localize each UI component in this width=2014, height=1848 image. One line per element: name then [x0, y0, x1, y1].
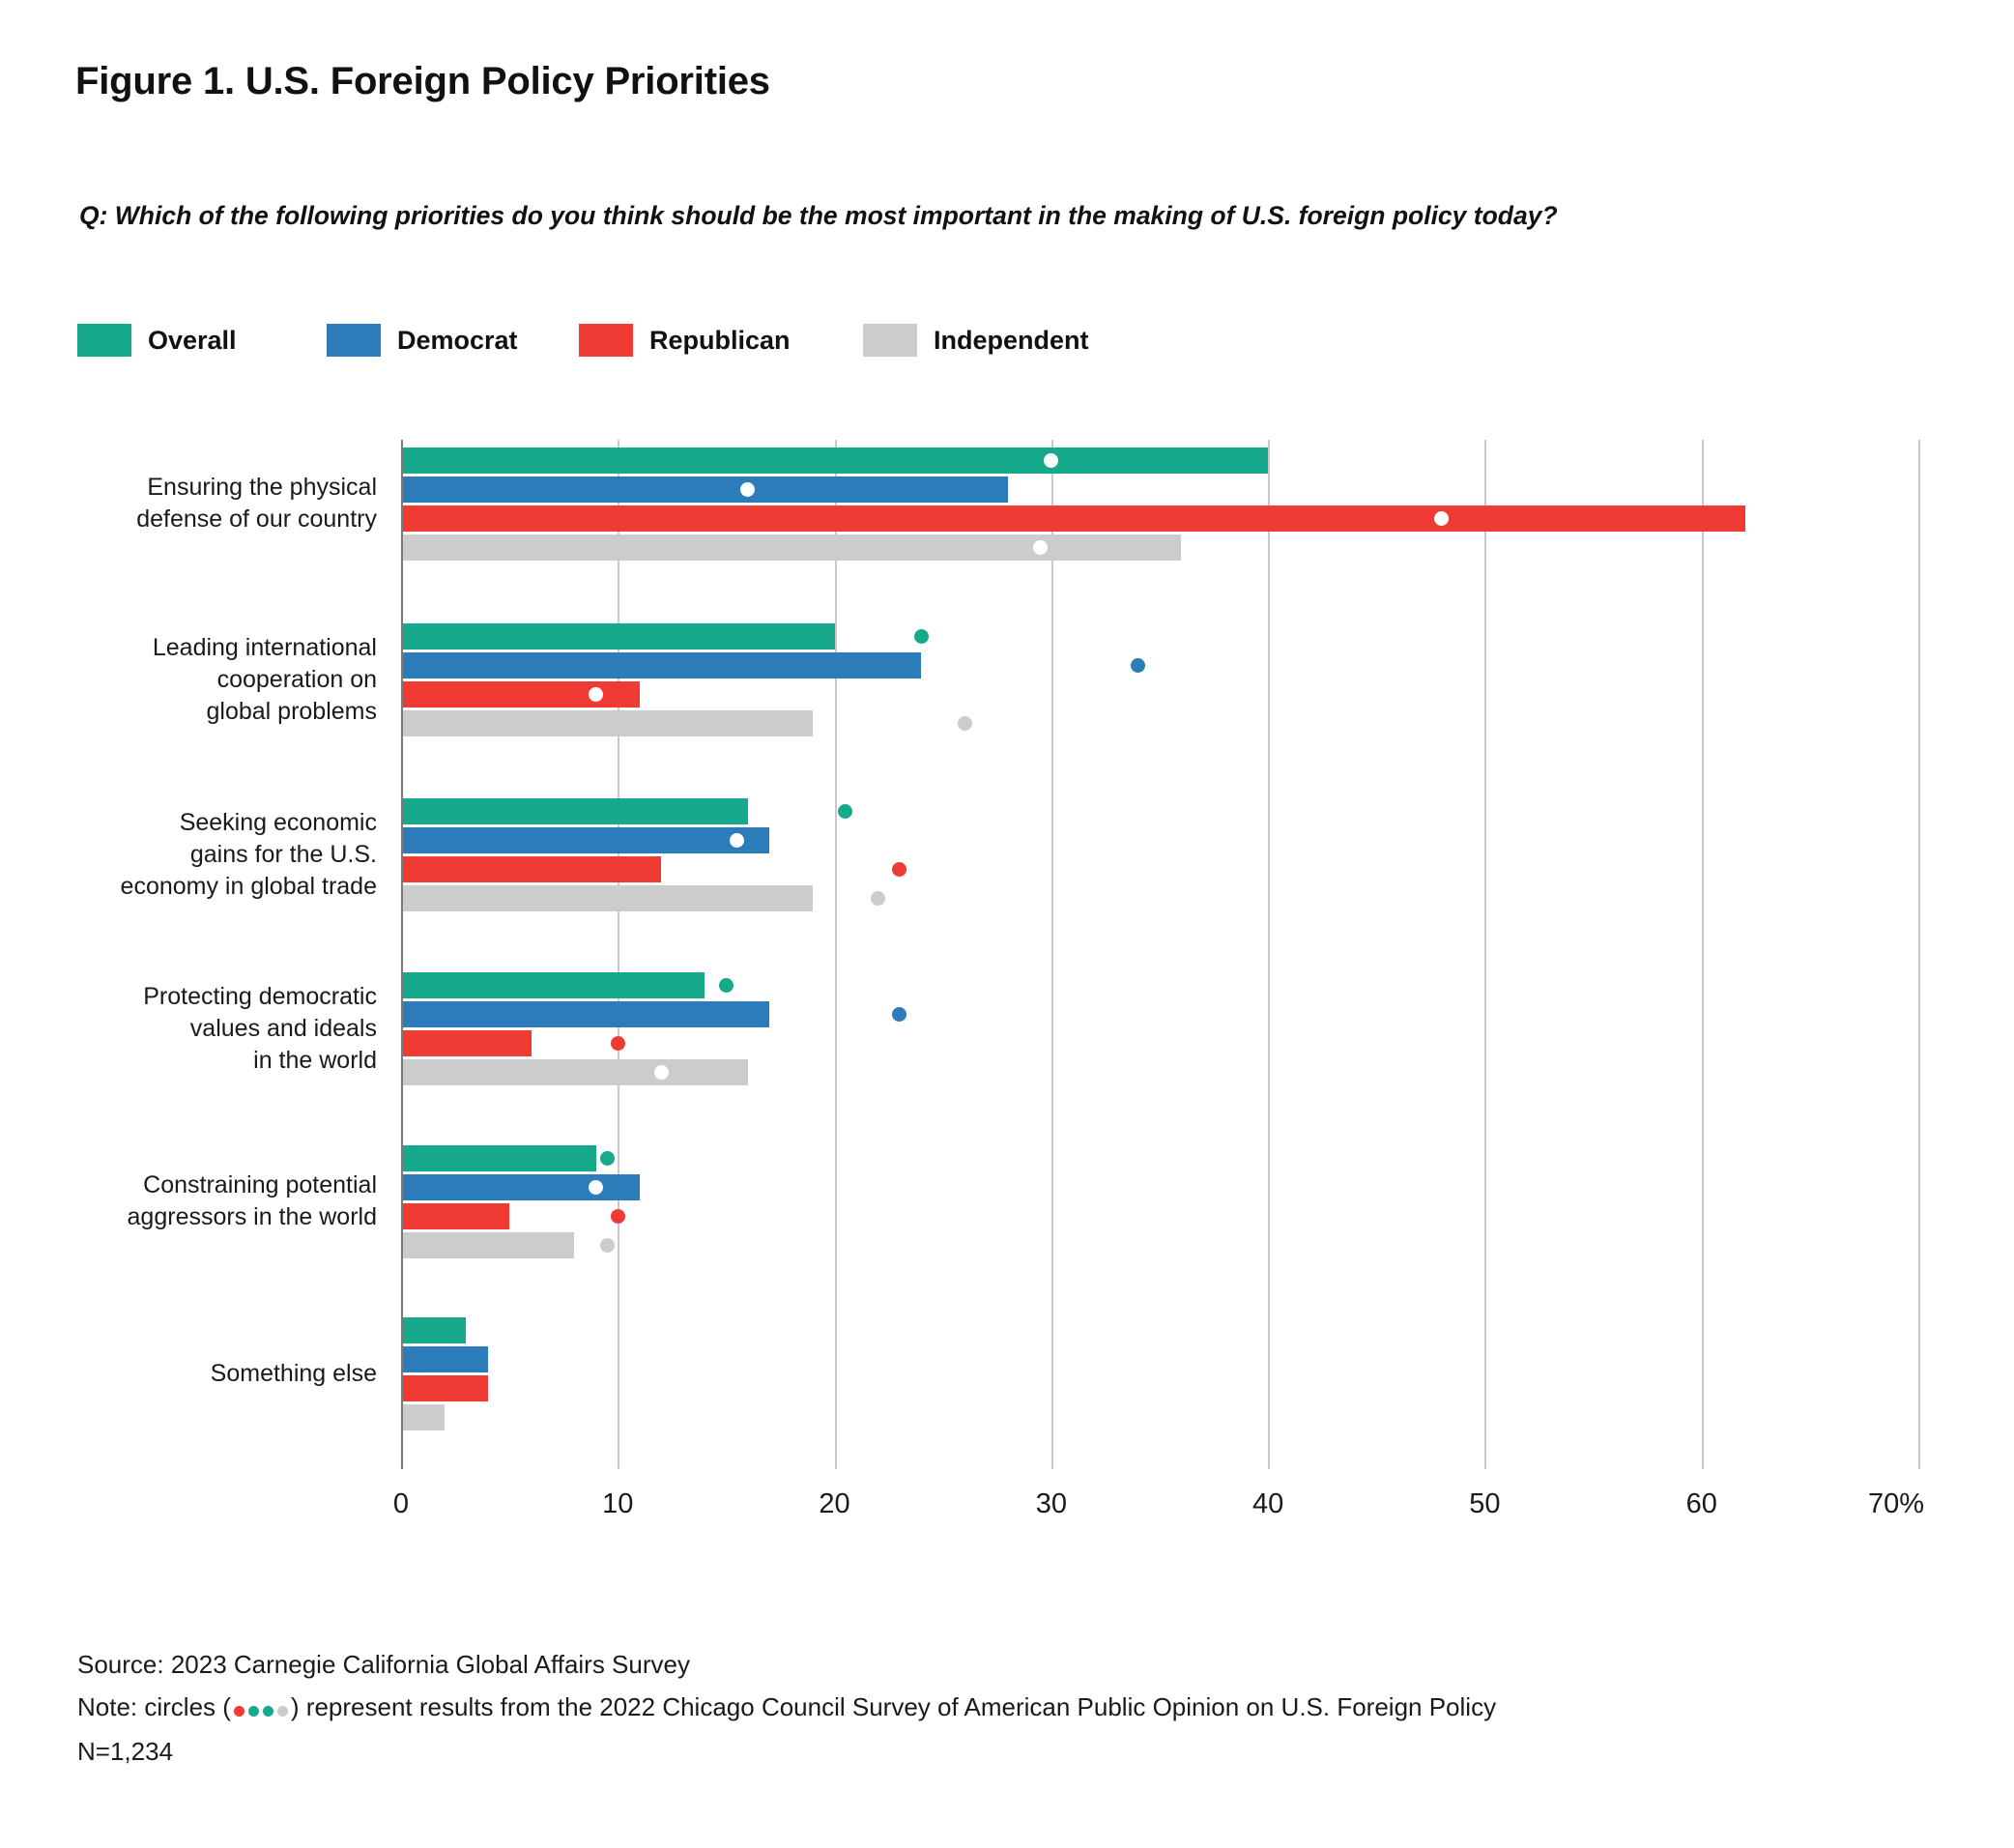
note-prefix: Note: circles ( — [77, 1692, 231, 1721]
plot-area — [120, 440, 1925, 1519]
category-label — [19, 632, 377, 728]
bar-overall[interactable] — [403, 1145, 596, 1171]
bar-overall[interactable] — [403, 1317, 466, 1343]
reference-dot-independent — [600, 1238, 615, 1253]
legend-label-democrat: Democrat — [397, 325, 518, 355]
bar-overall[interactable] — [403, 798, 748, 824]
note-dot-icon — [277, 1706, 288, 1717]
note-dot-icon — [234, 1706, 245, 1717]
category-label-line: Seeking economic — [179, 808, 377, 836]
reference-dot-democrat — [1131, 658, 1145, 673]
bar-democrat[interactable] — [403, 1174, 640, 1200]
gridline-10 — [618, 440, 619, 1469]
bar-overall[interactable] — [403, 448, 1268, 474]
bar-republican[interactable] — [403, 1375, 488, 1401]
source-line: Source: 2023 Carnegie California Global Affairs Survey — [77, 1650, 690, 1679]
category-label-line: Leading international — [152, 633, 377, 661]
bar-overall[interactable] — [403, 972, 705, 998]
category-label-line: values and ideals — [189, 1014, 377, 1042]
category-label-line: economy in global trade — [120, 872, 377, 900]
reference-dot-independent — [654, 1065, 669, 1080]
reference-dot-independent — [871, 891, 885, 906]
reference-dot-republican — [611, 1209, 625, 1224]
reference-dot-republican — [1434, 511, 1449, 526]
reference-dot-republican — [611, 1036, 625, 1051]
category-label-line: cooperation on — [216, 665, 377, 693]
reference-dot-democrat — [892, 1007, 906, 1022]
legend-swatch-overall — [77, 324, 131, 357]
reference-dot-republican — [892, 862, 906, 877]
x-tick-label-50: 50 — [1469, 1488, 1501, 1519]
category-label — [19, 807, 377, 903]
bar-republican[interactable] — [403, 1030, 532, 1056]
category-label-line: aggressors in the world — [127, 1203, 377, 1230]
x-tick-label-70: 70% — [1868, 1488, 1925, 1519]
legend-item-democrat[interactable] — [327, 321, 518, 360]
bar-democrat[interactable] — [403, 1346, 488, 1372]
reference-dot-overall — [914, 629, 929, 644]
bar-overall[interactable] — [403, 623, 835, 650]
bar-independent[interactable] — [403, 1232, 574, 1258]
category-label-line: in the world — [253, 1046, 377, 1074]
reference-dot-overall — [719, 978, 734, 993]
gridline-20 — [835, 440, 837, 1469]
category-label — [19, 1169, 377, 1233]
legend-label-overall: Overall — [148, 325, 237, 355]
category-label-line: global problems — [206, 697, 377, 725]
category-label-line: Protecting democratic — [143, 982, 377, 1010]
bar-democrat[interactable] — [403, 1001, 769, 1027]
survey-question: Q: Which of the following priorities do you think should be the most important in the making of U.S. foreign policy today? — [79, 201, 1558, 230]
y-axis-line — [401, 440, 403, 1469]
bar-republican[interactable] — [403, 1203, 509, 1229]
legend-label-republican: Republican — [649, 325, 791, 355]
x-tick-label-20: 20 — [819, 1488, 850, 1519]
bar-republican[interactable] — [403, 505, 1745, 532]
note-dot-group — [232, 1688, 290, 1730]
category-label — [19, 981, 377, 1077]
bar-democrat[interactable] — [403, 827, 769, 853]
category-label-line: gains for the U.S. — [189, 840, 377, 868]
gridline-50 — [1484, 440, 1486, 1469]
gridline-40 — [1268, 440, 1270, 1469]
legend-swatch-republican — [579, 324, 633, 357]
gridline-70 — [1918, 440, 1920, 1469]
gridline-60 — [1702, 440, 1704, 1469]
reference-dot-overall — [600, 1151, 615, 1166]
x-tick-label-40: 40 — [1252, 1488, 1284, 1519]
category-label — [19, 1358, 377, 1390]
note-line — [77, 1686, 1496, 1730]
legend-swatch-independent — [863, 324, 917, 357]
bar-democrat[interactable] — [403, 652, 921, 679]
category-label — [19, 472, 377, 535]
legend-item-independent[interactable] — [863, 321, 1089, 360]
page-title: Figure 1. U.S. Foreign Policy Priorities — [75, 60, 770, 102]
category-label-line: Ensuring the physical — [147, 474, 377, 501]
note-suffix: ) represent results from the 2022 Chicago Council Survey of American Public Opinion on U.S. Foreign Policy — [290, 1692, 1497, 1721]
bar-independent[interactable] — [403, 710, 813, 736]
x-tick-label-10: 10 — [602, 1488, 634, 1519]
bar-independent[interactable] — [403, 1404, 445, 1430]
reference-dot-independent — [958, 716, 972, 731]
note-dot-icon — [248, 1706, 259, 1717]
note-dot-icon — [263, 1706, 273, 1717]
bar-republican[interactable] — [403, 856, 661, 882]
legend-item-overall[interactable] — [77, 321, 237, 360]
x-tick-label-0: 0 — [392, 1488, 410, 1519]
figure-footer — [77, 1643, 1496, 1773]
legend-swatch-democrat — [327, 324, 381, 357]
legend-label-independent: Independent — [934, 325, 1089, 355]
sample-size: N=1,234 — [77, 1737, 174, 1767]
x-tick-label-30: 30 — [1035, 1488, 1067, 1519]
x-tick-label-60: 60 — [1685, 1488, 1717, 1519]
category-label-line: Something else — [210, 1359, 377, 1387]
legend-item-republican[interactable] — [579, 321, 791, 360]
bar-independent[interactable] — [403, 534, 1181, 561]
category-label-line: defense of our country — [136, 505, 377, 533]
reference-dot-overall — [838, 804, 852, 819]
bar-independent[interactable] — [403, 1059, 748, 1085]
bar-democrat[interactable] — [403, 476, 1008, 503]
bar-republican[interactable] — [403, 681, 640, 707]
bar-independent[interactable] — [403, 885, 813, 911]
category-label-line: Constraining potential — [143, 1171, 377, 1198]
gridline-30 — [1051, 440, 1053, 1469]
